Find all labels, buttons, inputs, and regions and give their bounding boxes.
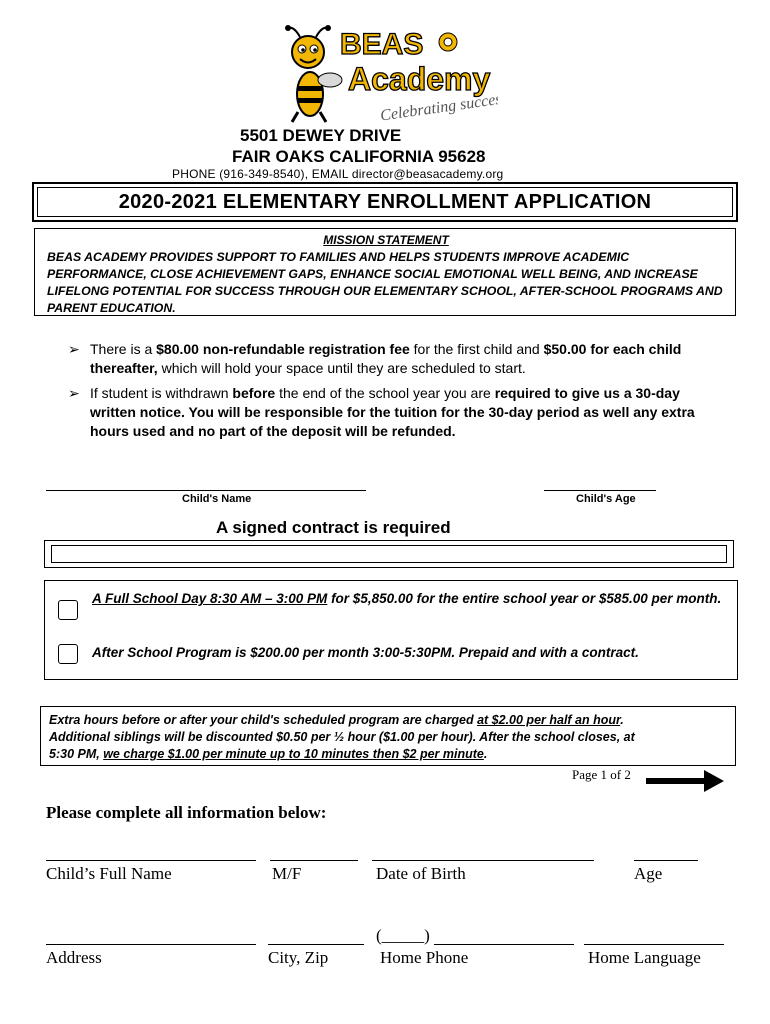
- dob-line[interactable]: [372, 860, 594, 861]
- flower-icon: [439, 33, 457, 51]
- arrow-bullet-icon: ➢: [68, 341, 80, 357]
- arrow-bullet-icon: ➢: [68, 385, 80, 401]
- bullet-withdrawal: ➢ If student is withdrawn before the end of the school year you are required to give us a 30-day written notice. You will be responsible for the tuition for the 30-day period as well any extra hours used and no part of the deposit will be refunded.: [68, 385, 695, 439]
- child-age-label: Child's Age: [576, 493, 636, 505]
- age-label: Age: [634, 864, 663, 883]
- home-phone-label: Home Phone: [380, 948, 469, 967]
- form-intro: Please complete all information below:: [46, 803, 327, 822]
- phone-prefix: (_____): [376, 926, 430, 945]
- child-name-label: Child's Name: [182, 493, 252, 505]
- contract-input-area[interactable]: [51, 545, 727, 563]
- full-name-line[interactable]: [46, 860, 256, 861]
- contract-field: [44, 540, 734, 568]
- extra-hours-box: Extra hours before or after your child's scheduled program are charged at $2.00 per half an hour. Additional siblings will be discounted $0.50 per ½ hour ($1.00 per hour). After the school closes, at 5:30 PM, we charge $1.00 per minute up to 10 minutes then $2 per minute.: [40, 706, 736, 766]
- address-label: Address: [46, 948, 102, 967]
- home-phone-line[interactable]: [434, 944, 574, 945]
- bullet-registration-fee: ➢ There is a $80.00 non-refundable registration fee for the first child and $50.00 for each child thereafter, which will hold your space until they are scheduled to start.: [68, 341, 682, 376]
- city-zip-label: City, Zip: [268, 948, 329, 967]
- full-day-option: A Full School Day 8:30 AM – 3:00 PM for $5,850.00 for the entire school year or $585.00 per month.: [92, 591, 722, 606]
- gender-label: M/F: [272, 864, 302, 883]
- full-name-label: Child’s Full Name: [46, 864, 172, 883]
- bee-mascot-icon: [285, 25, 342, 122]
- page-title: 2020-2021 ELEMENTARY ENROLLMENT APPLICATION: [37, 187, 733, 217]
- address-line2: FAIR OAKS CALIFORNIA 95628: [232, 147, 486, 166]
- contract-heading: A signed contract is required: [216, 518, 451, 537]
- mission-heading: MISSION STATEMENT: [323, 233, 449, 247]
- child-age-line[interactable]: [544, 490, 656, 491]
- address-line1: 5501 DEWEY DRIVE: [240, 126, 402, 145]
- page-indicator: Page 1 of 2: [572, 767, 631, 782]
- mission-text: BEAS ACADEMY PROVIDES SUPPORT TO FAMILIES AND HELPS STUDENTS IMPROVE ACADEMIC PERFORMANCE, CLOSE ACHIEVEMENT GAPS, ENHANCE SOCIAL EMOTIONAL WELL BEING, AND INCREASE LIFELONG POTENTIAL FOR SUCCESS THROUGH OUR ELEMENTARY SCHOOL, AFTER-SCHOOL PROGRAMS AND PARENT EDUCATION.: [47, 250, 723, 315]
- after-school-checkbox[interactable]: [58, 644, 78, 664]
- home-language-line[interactable]: [584, 944, 724, 945]
- child-name-line[interactable]: [46, 490, 366, 491]
- gender-line[interactable]: [270, 860, 358, 861]
- logo-name: BEAS: [340, 28, 424, 61]
- address-line[interactable]: [46, 944, 256, 945]
- logo-name2: Academy: [348, 61, 491, 97]
- home-language-label: Home Language: [588, 948, 701, 967]
- after-school-option: After School Program is $200.00 per month 3:00-5:30PM. Prepaid and with a contract.: [92, 645, 639, 660]
- logo-tagline: Celebrating success: [379, 89, 498, 125]
- beas-academy-logo: [278, 22, 498, 126]
- age-line[interactable]: [634, 860, 698, 861]
- title-box: [32, 182, 738, 222]
- mission-statement-box: [34, 228, 736, 316]
- contact-line: PHONE (916-349-8540), EMAIL director@beasacademy.org: [172, 167, 504, 181]
- city-zip-line[interactable]: [268, 944, 364, 945]
- dob-label: Date of Birth: [376, 864, 466, 883]
- full-day-checkbox[interactable]: [58, 600, 78, 620]
- next-page-arrow-icon: [646, 770, 724, 797]
